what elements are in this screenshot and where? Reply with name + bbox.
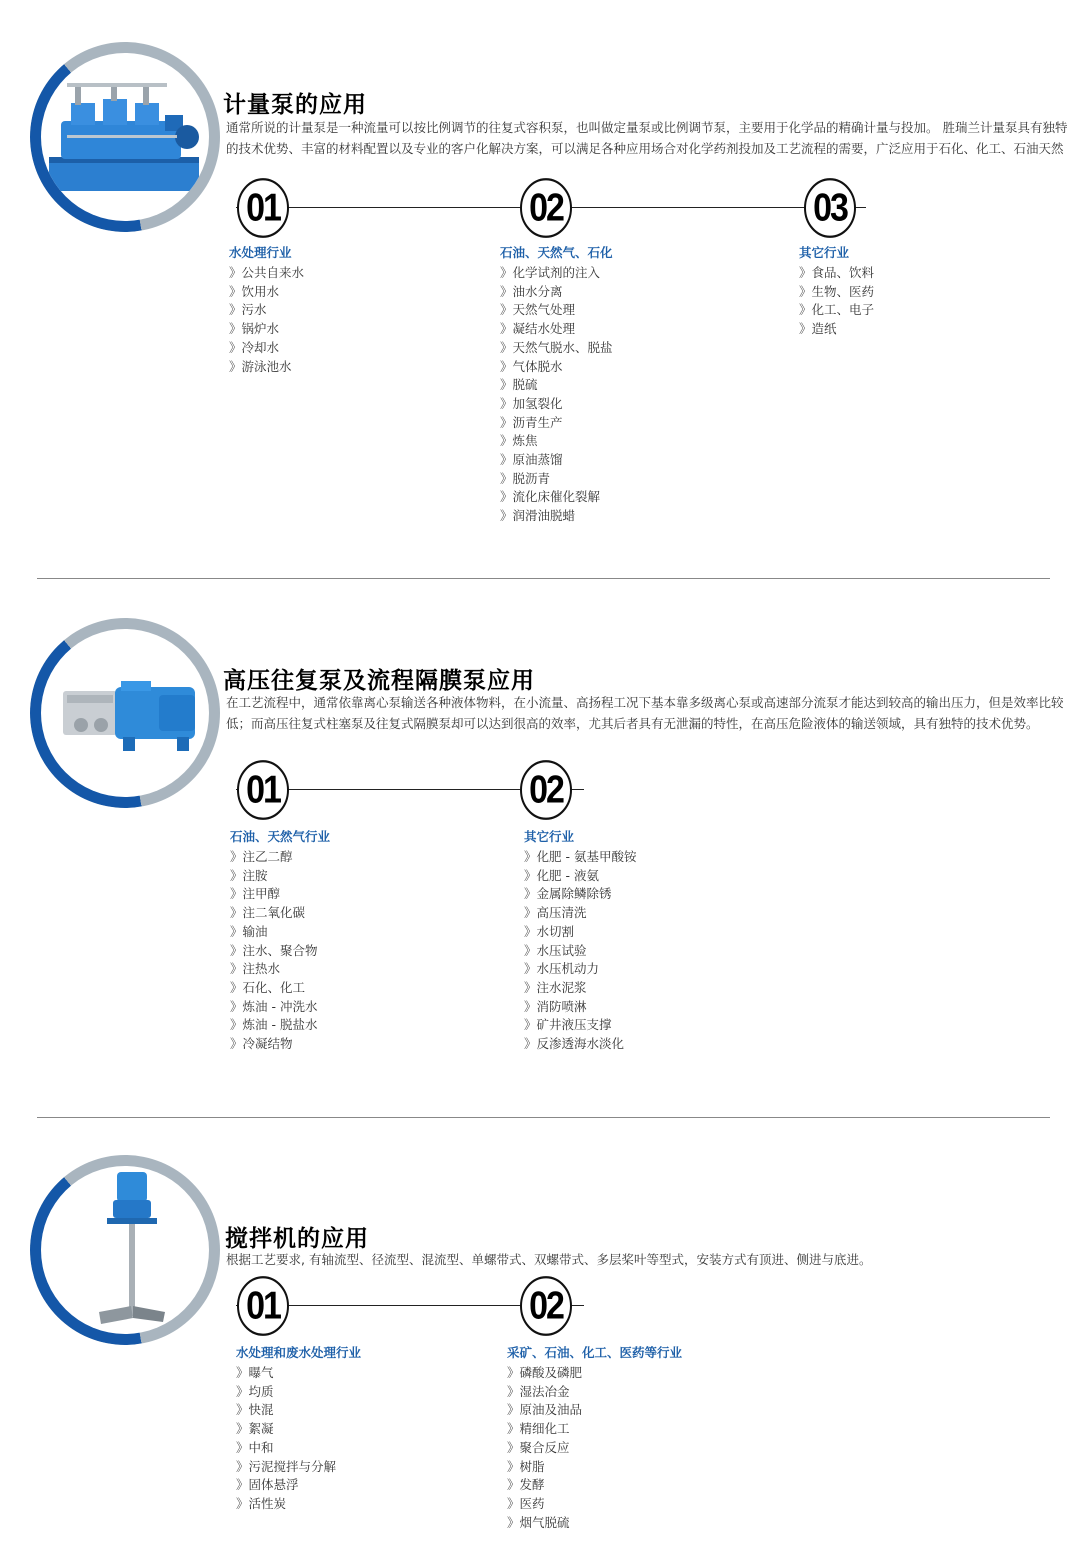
list-item: 》 注乙二醇 bbox=[230, 848, 330, 867]
step-number-03: 03 bbox=[804, 178, 856, 238]
list-item: 》 气体脱水 bbox=[500, 358, 613, 377]
industry-column bbox=[500, 244, 613, 526]
agitator-icon bbox=[41, 1166, 209, 1334]
list-item: 》 注二氧化碳 bbox=[230, 904, 330, 923]
list-item: 》 注胺 bbox=[230, 867, 330, 886]
list-item: 》 加氢裂化 bbox=[500, 395, 613, 414]
metering-pump-icon bbox=[41, 53, 209, 221]
section-description: 通常所说的计量泵是一种流量可以按比例调节的往复式容积泵，也叫做定量泵或比例调节泵，主要用于化学品的精确计量与投加。 胜瑞兰计量泵具有独特的技术优势、丰富的材料配置以及专业的客户化解决方案，可以满足各种应用场合对化学药剂投加及工艺流程的需要，广泛应用于石化、化工、石油天然 bbox=[226, 120, 1068, 156]
list-item: 》 磷酸及磷肥 bbox=[507, 1364, 682, 1383]
list-item: 》 烟气脱硫 bbox=[507, 1514, 682, 1533]
list-item: 》 树脂 bbox=[507, 1458, 682, 1477]
list-item: 》 快混 bbox=[236, 1401, 361, 1420]
industry-heading: 水处理行业 bbox=[229, 245, 292, 260]
list-item: 》 高压清洗 bbox=[524, 904, 636, 923]
list-item: 》 注水泥浆 bbox=[524, 979, 636, 998]
list-item: 》 化肥 - 液氨 bbox=[524, 867, 636, 886]
section-divider bbox=[37, 1117, 1050, 1118]
industry-column bbox=[230, 828, 330, 1054]
list-item: 》 反渗透海水淡化 bbox=[524, 1035, 636, 1054]
list-item: 》 脱硫 bbox=[500, 376, 613, 395]
list-item: 》 消防喷淋 bbox=[524, 998, 636, 1017]
industry-heading: 水处理和废水处理行业 bbox=[236, 1345, 362, 1360]
section-description: 在工艺流程中，通常依靠离心泵输送各种液体物料，在小流量、高扬程工况下基本靠多级离心泵或高速部分流泵才能达到较高的输出压力，但是效率比较低；而高压往复式柱塞泵及往复式隔膜泵却可以达到很高的效率，尤其后者具有无泄漏的特性，在高压危险液体的输送领域，具有独特的技术优势。 bbox=[226, 695, 1064, 731]
list-item: 》 流化床催化裂解 bbox=[500, 488, 613, 507]
list-item: 》 注甲醇 bbox=[230, 885, 330, 904]
list-item: 》 活性炭 bbox=[236, 1495, 361, 1514]
list-item: 》 公共自来水 bbox=[229, 264, 304, 283]
reciprocating-pump-image bbox=[30, 618, 220, 808]
agitator-image bbox=[30, 1155, 220, 1345]
list-item: 》 絮凝 bbox=[236, 1420, 361, 1439]
list-item: 》 冷凝结物 bbox=[230, 1035, 330, 1054]
industry-heading: 采矿、石油、化工、医药等行业 bbox=[507, 1345, 683, 1360]
list-item: 》 中和 bbox=[236, 1439, 361, 1458]
list-item: 》 化肥 - 氨基甲酸铵 bbox=[524, 848, 636, 867]
list-item: 》 输油 bbox=[230, 923, 330, 942]
list-item: 》 造纸 bbox=[799, 320, 874, 339]
list-item: 》 润滑油脱蜡 bbox=[500, 507, 613, 526]
list-item: 》 锅炉水 bbox=[229, 320, 304, 339]
list-item: 》 游泳池水 bbox=[229, 358, 304, 377]
list-item: 》 化学试剂的注入 bbox=[500, 264, 613, 283]
list-item: 》 湿法冶金 bbox=[507, 1383, 682, 1402]
list-item: 》 天然气脱水、脱盐 bbox=[500, 339, 613, 358]
list-item: 》 石化、化工 bbox=[230, 979, 330, 998]
industry-heading: 其它行业 bbox=[524, 829, 575, 844]
list-item: 》 冷却水 bbox=[229, 339, 304, 358]
section-title: 高压往复泵及流程隔膜泵应用 bbox=[223, 668, 535, 694]
list-item: 》 原油蒸馏 bbox=[500, 451, 613, 470]
step-number-01: 01 bbox=[237, 178, 289, 238]
list-item: 》 注热水 bbox=[230, 960, 330, 979]
list-item: 》 炼油 - 冲洗水 bbox=[230, 998, 330, 1017]
step-number-01: 01 bbox=[237, 760, 289, 820]
step-number-01: 01 bbox=[237, 1276, 289, 1336]
list-item: 》 脱沥青 bbox=[500, 470, 613, 489]
list-item: 》 精细化工 bbox=[507, 1420, 682, 1439]
step-number-02: 02 bbox=[520, 760, 572, 820]
list-item: 》 金属除鳞除锈 bbox=[524, 885, 636, 904]
list-item: 》 化工、电子 bbox=[799, 301, 874, 320]
list-item: 》 发酵 bbox=[507, 1476, 682, 1495]
industry-heading: 其它行业 bbox=[799, 245, 850, 260]
industry-column bbox=[524, 828, 636, 1054]
list-item: 》 医药 bbox=[507, 1495, 682, 1514]
section-description: 根据工艺要求, 有轴流型、径流型、混流型、单螺带式、双螺带式、多层桨叶等型式，安装方式有顶进、侧进与底进。 bbox=[226, 1252, 872, 1267]
section-divider bbox=[37, 578, 1050, 579]
list-item: 》 油水分离 bbox=[500, 283, 613, 302]
section-title: 搅拌机的应用 bbox=[225, 1226, 369, 1252]
reciprocating-pump-icon bbox=[41, 629, 209, 797]
list-item: 》 固体悬浮 bbox=[236, 1476, 361, 1495]
list-item: 》 聚合反应 bbox=[507, 1439, 682, 1458]
list-item: 》 矿井液压支撑 bbox=[524, 1016, 636, 1035]
industry-heading: 石油、天然气、石化 bbox=[500, 245, 613, 260]
list-item: 》 食品、饮料 bbox=[799, 264, 874, 283]
list-item: 》 饮用水 bbox=[229, 283, 304, 302]
list-item: 》 注水、聚合物 bbox=[230, 942, 330, 961]
step-number-02: 02 bbox=[520, 178, 572, 238]
step-number-02: 02 bbox=[520, 1276, 572, 1336]
metering-pump-image bbox=[30, 42, 220, 232]
list-item: 》 原油及油品 bbox=[507, 1401, 682, 1420]
list-item: 》 均质 bbox=[236, 1383, 361, 1402]
industry-column bbox=[507, 1344, 682, 1532]
list-item: 》 炼焦 bbox=[500, 432, 613, 451]
list-item: 》 水切割 bbox=[524, 923, 636, 942]
list-item: 》 天然气处理 bbox=[500, 301, 613, 320]
list-item: 》 污泥搅拌与分解 bbox=[236, 1458, 361, 1477]
list-item: 》 炼油 - 脱盐水 bbox=[230, 1016, 330, 1035]
section-title: 计量泵的应用 bbox=[223, 92, 367, 118]
list-item: 》 曝气 bbox=[236, 1364, 361, 1383]
list-item: 》 沥青生产 bbox=[500, 414, 613, 433]
list-item: 》 凝结水处理 bbox=[500, 320, 613, 339]
list-item: 》 污水 bbox=[229, 301, 304, 320]
industry-heading: 石油、天然气行业 bbox=[230, 829, 331, 844]
industry-column bbox=[799, 244, 874, 339]
list-item: 》 生物、医药 bbox=[799, 283, 874, 302]
list-item: 》 水压机动力 bbox=[524, 960, 636, 979]
list-item: 》 水压试验 bbox=[524, 942, 636, 961]
industry-column bbox=[236, 1344, 361, 1514]
industry-column bbox=[229, 244, 304, 376]
